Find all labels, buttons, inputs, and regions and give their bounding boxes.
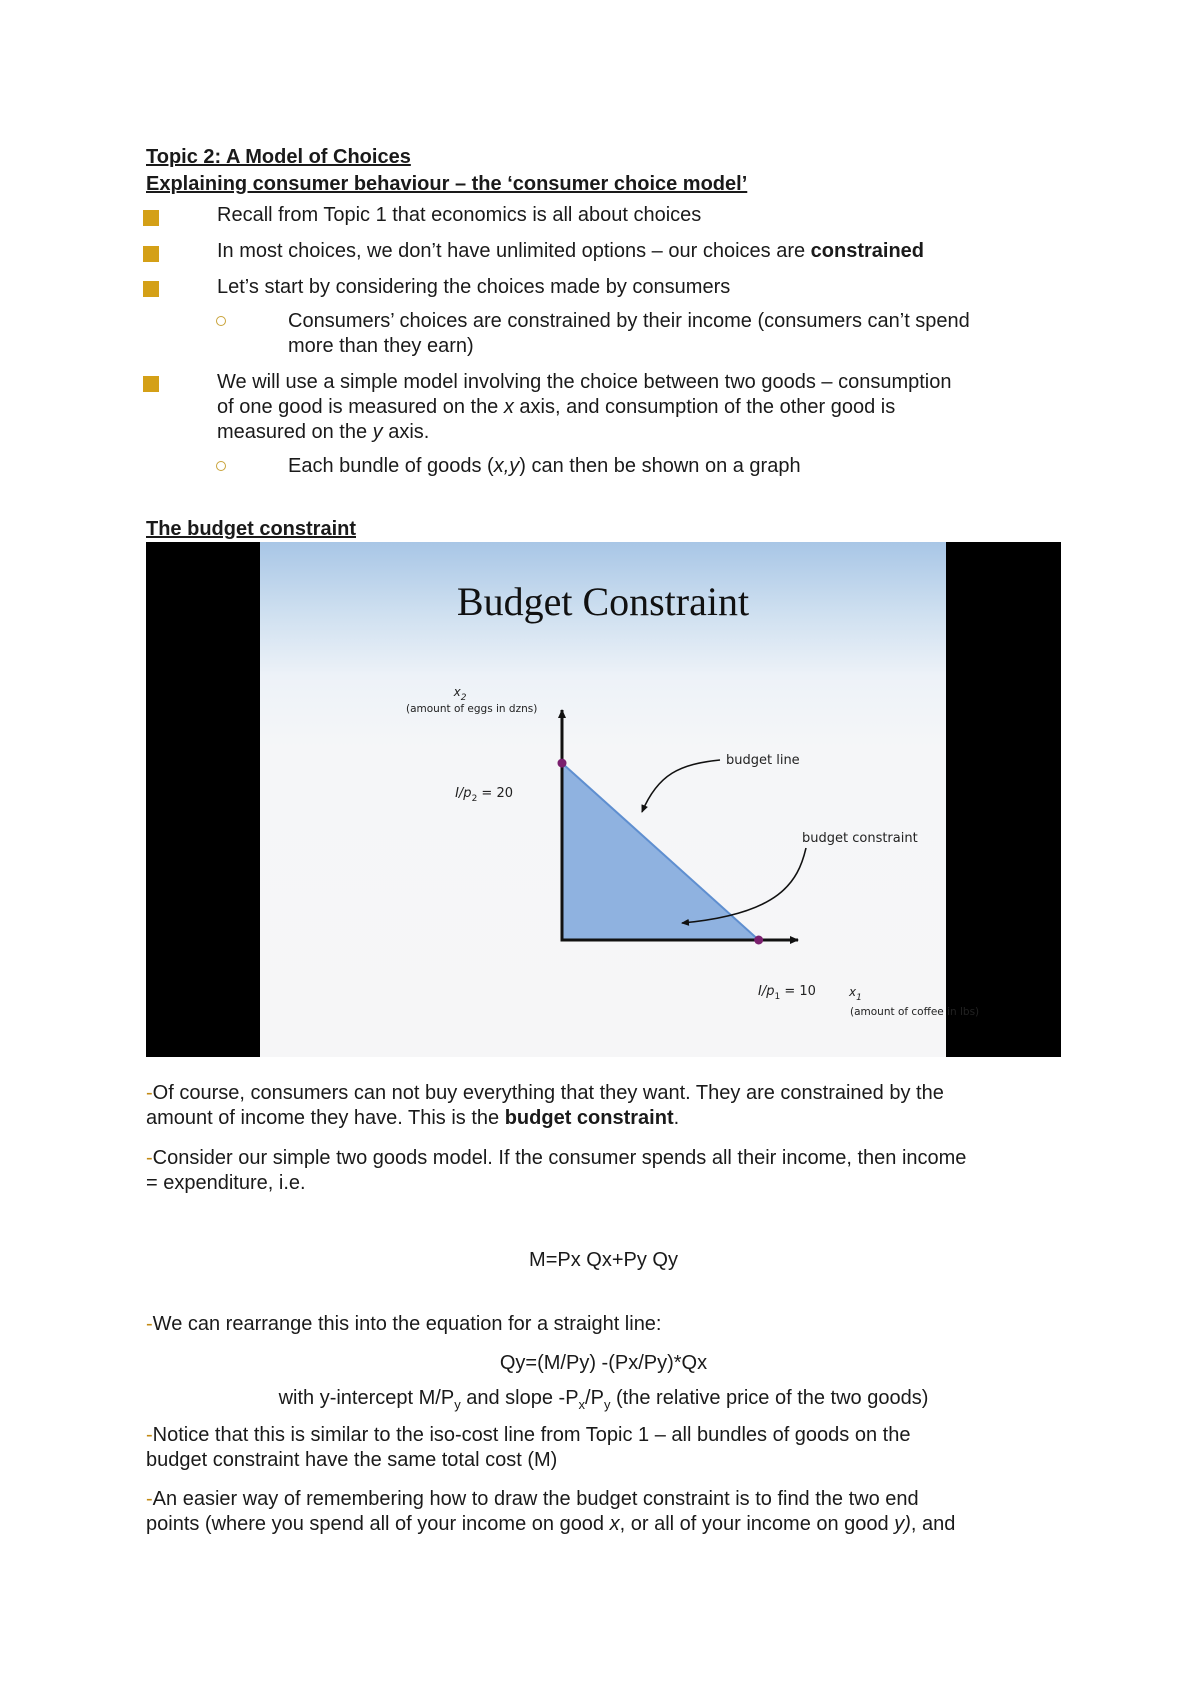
var-x: x — [503, 396, 514, 418]
var-y: y — [372, 421, 383, 443]
x-intercept-point — [754, 936, 763, 945]
equation-straight-line: Qy=(M/Py) -(Px/Py)*Qx — [499, 1352, 708, 1374]
var-xy: x,y — [493, 455, 520, 477]
text-run: amount of income they have. This is the — [146, 1107, 505, 1129]
bullet-text-2-plain: In most choices, we don’t have unlimited options – our choices are — [217, 240, 811, 262]
dash-marker: - — [146, 1488, 153, 1510]
bullet-text-2 — [217, 239, 924, 264]
text-run: Consider our simple two goods model. If the consumer spends all their income, then income — [152, 1147, 967, 1169]
paragraph-2-line-1 — [146, 1146, 966, 1171]
subscript: x — [578, 1397, 586, 1412]
subtitle-heading: Explaining consumer behaviour – the ‘consumer choice model’ — [146, 173, 748, 195]
bullet-square-icon — [143, 210, 159, 226]
paragraph-2 — [146, 1146, 966, 1196]
y-intercept-point — [558, 759, 567, 768]
equation-budget: M=Px Qx+Py Qy — [529, 1249, 678, 1271]
text-run: axis. — [382, 421, 430, 443]
sub-bullet-text-4 — [288, 454, 801, 479]
text-run: Of course, consumers can not buy everything that they want. They are constrained by the — [152, 1082, 944, 1104]
text-run: , or all of your income on good — [619, 1513, 895, 1535]
paragraph-4-line-2: budget constraint have the same total cost (M) — [146, 1449, 558, 1471]
section-heading-budget: The budget constraint — [146, 518, 356, 540]
text-run: Notice that this is similar to the iso-cost line from Topic 1 – all bundles of goods on the — [152, 1424, 911, 1446]
text-run: points (where you spend all of your income on good — [146, 1513, 610, 1535]
dash-marker: - — [146, 1424, 153, 1446]
text-run: with y-intercept M/P — [278, 1387, 455, 1409]
budget-line-label: budget line — [726, 753, 800, 768]
budget-chart-svg — [260, 542, 980, 1057]
dash-marker: - — [146, 1147, 153, 1169]
slide-image — [260, 542, 980, 1057]
var-x: x — [609, 1513, 620, 1535]
sub-bullet-text-3-line-1: Consumers’ choices are constrained by their income (consumers can’t spend — [288, 310, 970, 332]
text-run: ) can then be shown on a graph — [519, 455, 801, 477]
y-intercept-label: $I/p_2 = 20$ — [455, 786, 513, 804]
paragraph-5-line-1 — [146, 1487, 955, 1512]
bullet-square-icon — [143, 376, 159, 392]
bullet-square-icon — [143, 281, 159, 297]
bullet-text-1: Recall from Topic 1 that economics is all about choices — [217, 204, 702, 226]
text-run: and slope -P — [460, 1387, 579, 1409]
text-run: We can rearrange this into the equation for a straight line: — [152, 1313, 662, 1335]
dash-marker: - — [146, 1313, 153, 1335]
text-run: axis, and consumption of the other good is — [513, 396, 896, 418]
text-run: . — [673, 1107, 680, 1129]
bullet-text-4-line-1: We will use a simple model involving the choice between two goods – consumption — [217, 371, 952, 393]
slide-title: Budget Constraint — [456, 579, 750, 624]
sub-bullet-text-3 — [288, 309, 970, 359]
bullet-circle-icon — [216, 461, 226, 471]
paragraph-1-line-2 — [146, 1106, 944, 1131]
x-axis-symbol: $x_1$ — [849, 985, 862, 1003]
bullet-text-2-bold: constrained — [810, 240, 925, 262]
paragraph-1 — [146, 1081, 944, 1131]
subscript: y — [603, 1397, 611, 1412]
paragraph-4 — [146, 1423, 910, 1473]
bullet-text-4 — [217, 370, 951, 445]
subscript: y — [454, 1397, 461, 1412]
var-y: y) — [894, 1513, 911, 1535]
paragraph-2-line-2: = expenditure, i.e. — [146, 1172, 306, 1194]
text-run: Each bundle of goods ( — [288, 455, 494, 477]
intercept-slope-line — [146, 1386, 1061, 1417]
dash-marker: - — [146, 1082, 153, 1104]
y-axis-description: (amount of eggs in dzns) — [406, 703, 538, 715]
budget-line-arrow — [642, 760, 720, 812]
bullet-text-3: Let’s start by considering the choices made by consumers — [217, 276, 731, 298]
budget-constraint-label: budget constraint — [802, 831, 918, 846]
bold-term: budget constraint — [504, 1107, 674, 1129]
paragraph-1-line-1 — [146, 1081, 944, 1106]
bullet-text-4-line-3 — [217, 420, 951, 445]
x-axis-description: (amount of coffee in lbs) — [850, 1006, 980, 1018]
x-intercept-label: $I/p_1 = 10$ — [758, 984, 816, 1002]
y-axis-symbol: $x_2$ — [453, 685, 467, 703]
bullet-text-4-line-2 — [217, 395, 951, 420]
bullet-circle-icon — [216, 316, 226, 326]
topic-heading: Topic 2: A Model of Choices — [146, 146, 411, 168]
sub-bullet-text-3-line-2: more than they earn) — [288, 335, 474, 357]
paragraph-3 — [146, 1312, 662, 1337]
text-run: measured on the — [217, 421, 373, 443]
paragraph-4-line-1 — [146, 1423, 910, 1448]
bullet-square-icon — [143, 246, 159, 262]
budget-constraint-figure — [146, 542, 1061, 1057]
text-run: of one good is measured on the — [217, 396, 504, 418]
text-run: An easier way of remembering how to draw the budget constraint is to find the two end — [152, 1488, 919, 1510]
text-run: , and — [910, 1513, 956, 1535]
text-run: (the relative price of the two goods) — [610, 1387, 929, 1409]
paragraph-5-line-2 — [146, 1512, 955, 1537]
text-run: /P — [585, 1387, 604, 1409]
paragraph-5 — [146, 1487, 955, 1537]
